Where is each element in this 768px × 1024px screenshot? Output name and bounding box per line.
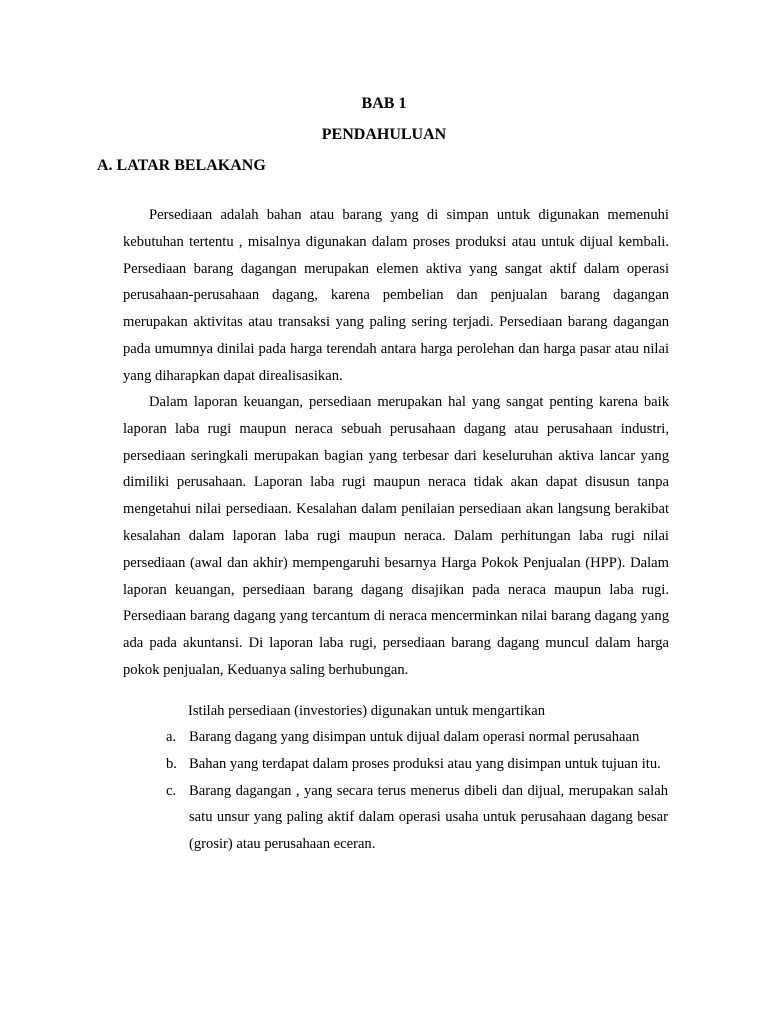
list-marker: c. [166, 782, 177, 799]
list-item-text: Barang dagang yang disimpan untuk dijual dalam operasi normal perusahaan [189, 729, 640, 745]
list-marker: a. [166, 729, 177, 745]
list-item-text: Barang dagangan , yang secara terus menerus dibeli dan dijual, merupakan salah satu unsur yang paling aktif dalam operasi usaha untuk perusahaan dagang besar (grosir) atau perusahaan eceran. [189, 782, 668, 853]
chapter-number: BAB 1 [361, 95, 407, 112]
body-paragraph-1: Persediaan adalah bahan atau barang yang di simpan untuk digunakan memenuhi kebutuhan tertentu , misalnya digunakan dalam proses produksi atau untuk dijual kembali. Persediaan barang dagangan merupakan elemen aktiva yang sangat aktif dalam operasi perusahaan-perusahaan dagang, karena pembelian dan penjualan barang dagangan merupakan aktivitas atau transaksi yang paling sering terjadi. Persediaan barang dagangan pada umumnya dinilai pada harga terendah antara harga perolehan dan harga pasar atau nilai yang diharapkan dapat direalisasikan. [123, 207, 669, 384]
list-item-a [160, 724, 680, 751]
list-intro: Istilah persediaan (investories) digunakan untuk mengartikan [188, 703, 546, 719]
body-paragraph-2: Dalam laporan keuangan, persediaan merupakan hal yang sangat penting karena baik laporan laba rugi maupun neraca sebuah perusahaan dagang atau perusahaan industri, persediaan seringkali merupakan bagian yang terbesar dari keseluruhan aktiva lancar yang dimiliki perusahaan. Laporan laba rugi maupun neraca tidak akan dapat disusun tanpa mengetahui nilai persediaan. Kesalahan dalam penilaian persediaan akan langsung berakibat kesalahan dalam laporan laba rugi maupun neraca. Dalam perhitungan laba rugi nilai persediaan (awal dan akhir) mempengaruhi besarnya Harga Pokok Penjualan (HPP). Dalam laporan keuangan, persediaan barang dagang disajikan pada neraca maupun laba rugi. Persediaan barang dagang yang tercantum di neraca mencerminkan nilai barang dagang yang ada pada akuntansi. Di laporan laba rugi, persediaan barang dagang muncul dalam harga pokok penjualan, Keduanya saling berhubungan. [123, 394, 669, 678]
definition-list [160, 724, 680, 858]
section-heading: A. LATAR BELAKANG [97, 157, 266, 174]
list-item-text: Bahan yang terdapat dalam proses produksi atau yang disimpan untuk tujuan itu. [189, 755, 661, 772]
list-marker: b. [166, 755, 177, 772]
list-item-c [160, 778, 680, 858]
list-item-b [160, 751, 680, 778]
chapter-title: PENDAHULUAN [321, 126, 447, 143]
